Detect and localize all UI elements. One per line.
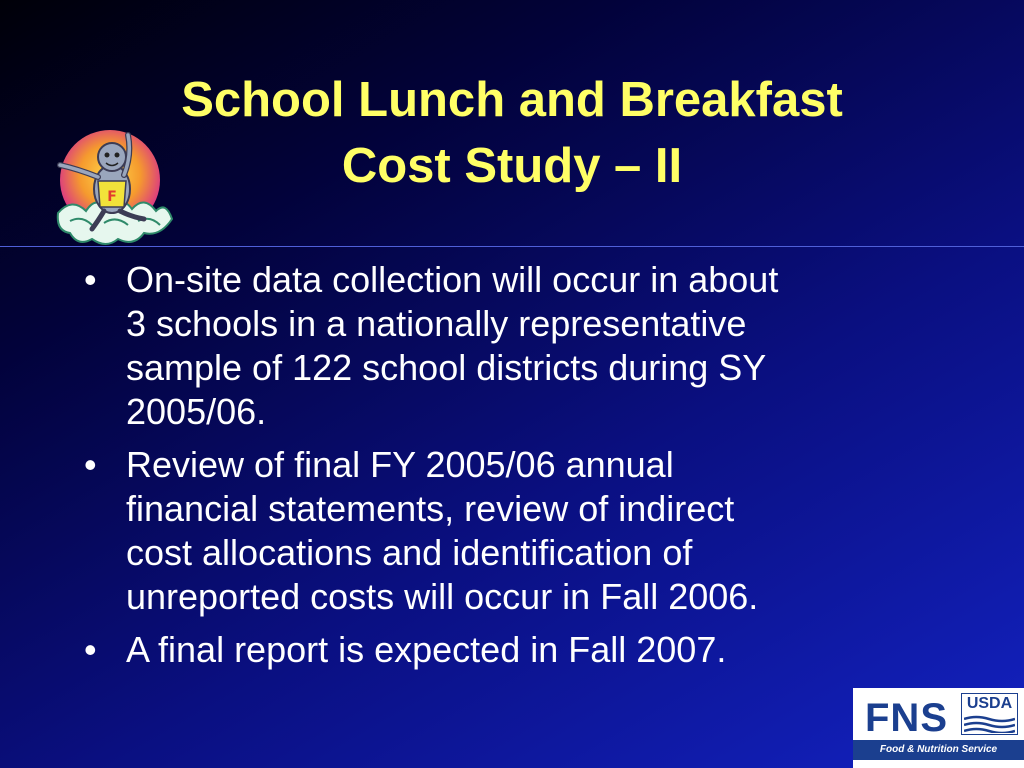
bullet-marker: • bbox=[84, 444, 97, 485]
fns-wordmark: FNS bbox=[865, 696, 948, 740]
bullet-item bbox=[84, 258, 984, 434]
bullet-line: cost allocations and identification of bbox=[126, 532, 693, 573]
fns-usda-logo bbox=[853, 688, 1024, 768]
bullet-line: On-site data collection will occur in about bbox=[126, 259, 779, 300]
bullet-line: sample of 122 school districts during SY bbox=[126, 347, 767, 388]
bullet-item bbox=[84, 628, 984, 672]
bullet-line: unreported costs will occur in Fall 2006. bbox=[126, 576, 759, 617]
bullet-line: A final report is expected in Fall 2007. bbox=[126, 629, 727, 670]
svg-text:F: F bbox=[107, 189, 117, 205]
bullet-marker: • bbox=[84, 259, 97, 300]
title-block bbox=[0, 0, 1024, 246]
school-lunch-mascot-icon bbox=[48, 125, 178, 250]
bullet-line: 3 schools in a nationally representative bbox=[126, 303, 747, 344]
usda-stripes-icon bbox=[964, 715, 1015, 733]
title-divider bbox=[0, 246, 1024, 247]
slide-title-line-2: Cost Study – II bbox=[341, 139, 683, 193]
usda-wordmark: USDA bbox=[966, 695, 1013, 712]
bullet-marker: • bbox=[84, 629, 97, 670]
usda-badge bbox=[961, 693, 1018, 735]
bullet-line: 2005/06. bbox=[126, 391, 267, 432]
bullet-line: Review of final FY 2005/06 annual bbox=[126, 444, 674, 485]
bullet-item bbox=[84, 443, 984, 619]
bullet-line: financial statements, review of indirect bbox=[126, 488, 735, 529]
slide-title-line-1: School Lunch and Breakfast bbox=[181, 73, 843, 127]
bullet-list bbox=[84, 258, 984, 681]
logo-subtitle: Food & Nutrition Service bbox=[879, 744, 998, 755]
